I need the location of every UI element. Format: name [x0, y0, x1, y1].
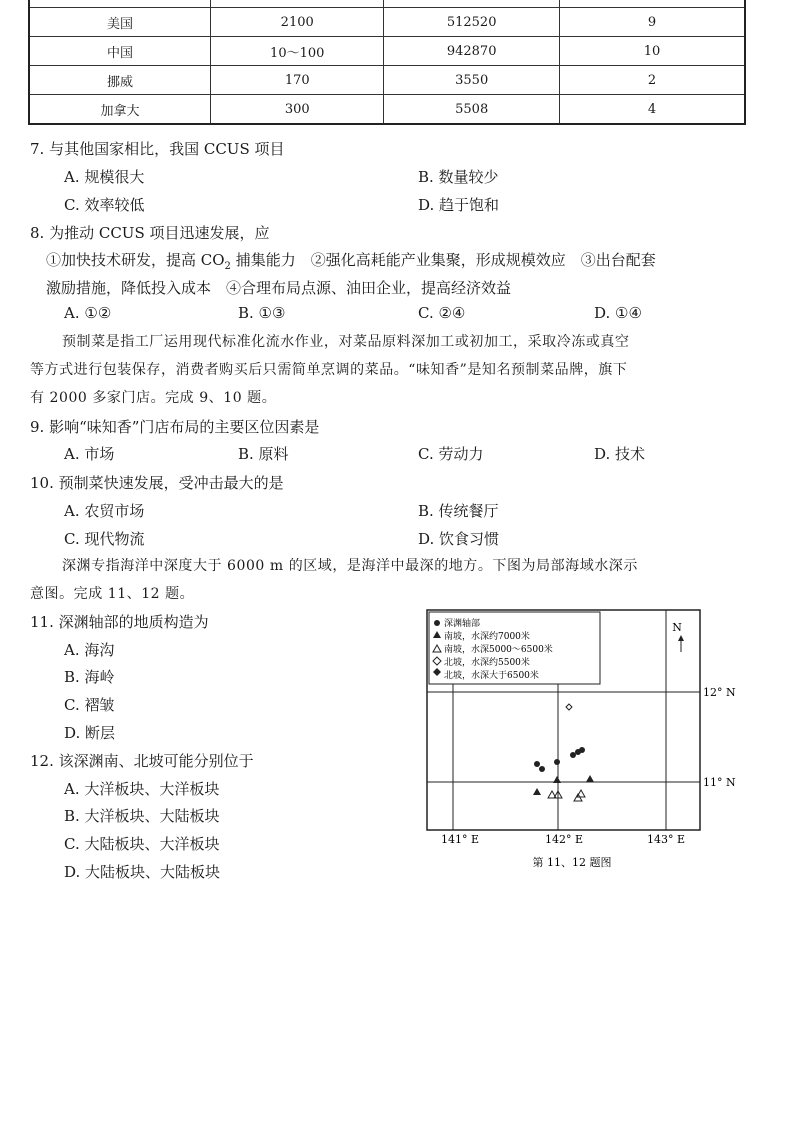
- q7-option-b[interactable]: B. 数量较少: [418, 168, 499, 186]
- q7-option-a[interactable]: A. 规模很大: [64, 168, 145, 186]
- q11-option-a[interactable]: A. 海沟: [64, 641, 115, 659]
- south-slope-7000-marker: [586, 775, 594, 782]
- table-cell: 美国: [29, 8, 211, 37]
- lon-label-143e: 143° E: [646, 833, 686, 846]
- q9-stem: 9. 影响“味知香”门店布局的主要区位因素是: [30, 418, 320, 436]
- q9-option-b[interactable]: B. 原料: [238, 445, 289, 463]
- q8-statement-line2: 激励措施，降低投入成本 ④合理布局点源、油田企业，提高经济效益: [46, 279, 512, 297]
- lon-label-142e: 142° E: [544, 833, 584, 846]
- table-cell: [29, 0, 211, 8]
- q10-option-d[interactable]: D. 饮食习惯: [418, 530, 500, 548]
- q12-option-b[interactable]: B. 大洋板块、大陆板块: [64, 807, 220, 825]
- north-arrowhead-icon: [678, 635, 684, 641]
- q10-option-c[interactable]: C. 现代物流: [64, 530, 145, 548]
- legend-label-south-7000: 南坡，水深约7000米: [444, 632, 530, 642]
- q8-option-b[interactable]: B. ①③: [238, 304, 286, 322]
- table-cell: 300: [211, 95, 384, 125]
- legend-filled-circle-icon: [434, 620, 440, 626]
- axis-point-marker: [539, 766, 545, 772]
- data-table: [28, 0, 746, 125]
- q7-option-c[interactable]: C. 效率较低: [64, 196, 145, 214]
- q8-option-c[interactable]: C. ②④: [418, 304, 466, 322]
- q12-option-d[interactable]: D. 大陆板块、大陆板块: [64, 863, 221, 881]
- table-cell: 挪威: [29, 66, 211, 95]
- q8-option-a[interactable]: A. ①②: [64, 304, 112, 322]
- table-row: [29, 37, 745, 66]
- legend-label-axis: 深渊轴部: [444, 619, 481, 629]
- axis-point-marker: [570, 752, 576, 758]
- north-slope-5500-marker: [566, 704, 572, 710]
- table-cell: 170: [211, 66, 384, 95]
- legend-label-north-6500: 北坡，水深大于6500米: [444, 671, 539, 681]
- q11-option-c[interactable]: C. 褶皱: [64, 696, 115, 714]
- q10-stem: 10. 预制菜快速发展，受冲击最大的是: [30, 474, 284, 492]
- table-cell: 512520: [384, 8, 560, 37]
- table-cell: 10: [559, 37, 745, 66]
- axis-point-marker: [579, 747, 585, 753]
- table-cell: 942870: [384, 37, 560, 66]
- trench-depth-map: [420, 606, 736, 876]
- table-cell: 加拿大: [29, 95, 211, 125]
- lat-label-12n: 12° N: [703, 686, 736, 699]
- lat-label-11n: 11° N: [703, 776, 736, 789]
- table-row: [29, 8, 745, 37]
- table-row: [29, 66, 745, 95]
- table-cell: 4: [559, 95, 745, 125]
- legend-label-south-5000: 南坡，水深5000～6500米: [444, 645, 553, 655]
- legend-label-north-5500: 北坡，水深约5500米: [444, 658, 530, 668]
- passage2-line1: 深渊专指海洋中深度大于 6000 m 的区域，是海洋中最深的地方。下图为局部海域水深示: [62, 558, 638, 574]
- passage1-line1: 预制菜是指工厂运用现代标准化流水作业，对菜品原料深加工或初加工，采取冷冻或真空: [62, 334, 630, 350]
- q9-option-d[interactable]: D. 技术: [594, 445, 646, 463]
- q12-stem: 12. 该深渊南、北坡可能分别位于: [30, 752, 254, 770]
- q11-option-b[interactable]: B. 海岭: [64, 668, 115, 686]
- q9-option-c[interactable]: C. 劳动力: [418, 445, 484, 463]
- q8-stem: 8. 为推动 CCUS 项目迅速发展，应: [30, 224, 270, 242]
- table-cell: 9: [559, 8, 745, 37]
- table-cell: 5508: [384, 95, 560, 125]
- q7-option-d[interactable]: D. 趋于饱和: [418, 196, 500, 214]
- figure-caption: 第 11、12 题图: [532, 856, 612, 869]
- q10-option-b[interactable]: B. 传统餐厅: [418, 502, 499, 520]
- passage1-line2: 等方式进行包装保存，消费者购买后只需简单烹调的菜品。“味知香”是知名预制菜品牌，旗下: [30, 362, 628, 378]
- table-row: [29, 95, 745, 125]
- q11-option-d[interactable]: D. 断层: [64, 724, 116, 742]
- south-slope-7000-marker: [533, 788, 541, 795]
- passage1-line3: 有 2000 多家门店。完成 9、10 题。: [30, 390, 277, 406]
- table-cell: 2: [559, 66, 745, 95]
- table-cell: [211, 0, 384, 8]
- q8-statement-line1: ①加快技术研发，提高 $CO_2$ 捕集能力 ②强化高耗能产业集聚，形成规模效应 ③出台配套: [46, 251, 656, 272]
- table-cell: 3550: [384, 66, 560, 95]
- q9-option-a[interactable]: A. 市场: [64, 445, 115, 463]
- north-label: N: [672, 621, 682, 634]
- q12-option-c[interactable]: C. 大陆板块、大洋板块: [64, 835, 220, 853]
- table-cell: 中国: [29, 37, 211, 66]
- lon-label-141e: 141° E: [440, 833, 480, 846]
- q11-stem: 11. 深渊轴部的地质构造为: [30, 613, 209, 631]
- axis-point-marker: [534, 761, 540, 767]
- table-row: [29, 0, 745, 8]
- table-cell: 10～100: [211, 37, 384, 66]
- table-cell: [384, 0, 560, 8]
- q10-option-a[interactable]: A. 农贸市场: [64, 502, 145, 520]
- table-cell: 2100: [211, 8, 384, 37]
- table-cell: [559, 0, 745, 8]
- south-slope-7000-marker: [553, 776, 561, 783]
- axis-point-marker: [554, 759, 560, 765]
- q7-stem: 7. 与其他国家相比，我国 CCUS 项目: [30, 140, 285, 158]
- q12-option-a[interactable]: A. 大洋板块、大洋板块: [64, 780, 220, 798]
- passage2-line2: 意图。完成 11、12 题。: [30, 586, 195, 602]
- q8-option-d[interactable]: D. ①④: [594, 304, 642, 322]
